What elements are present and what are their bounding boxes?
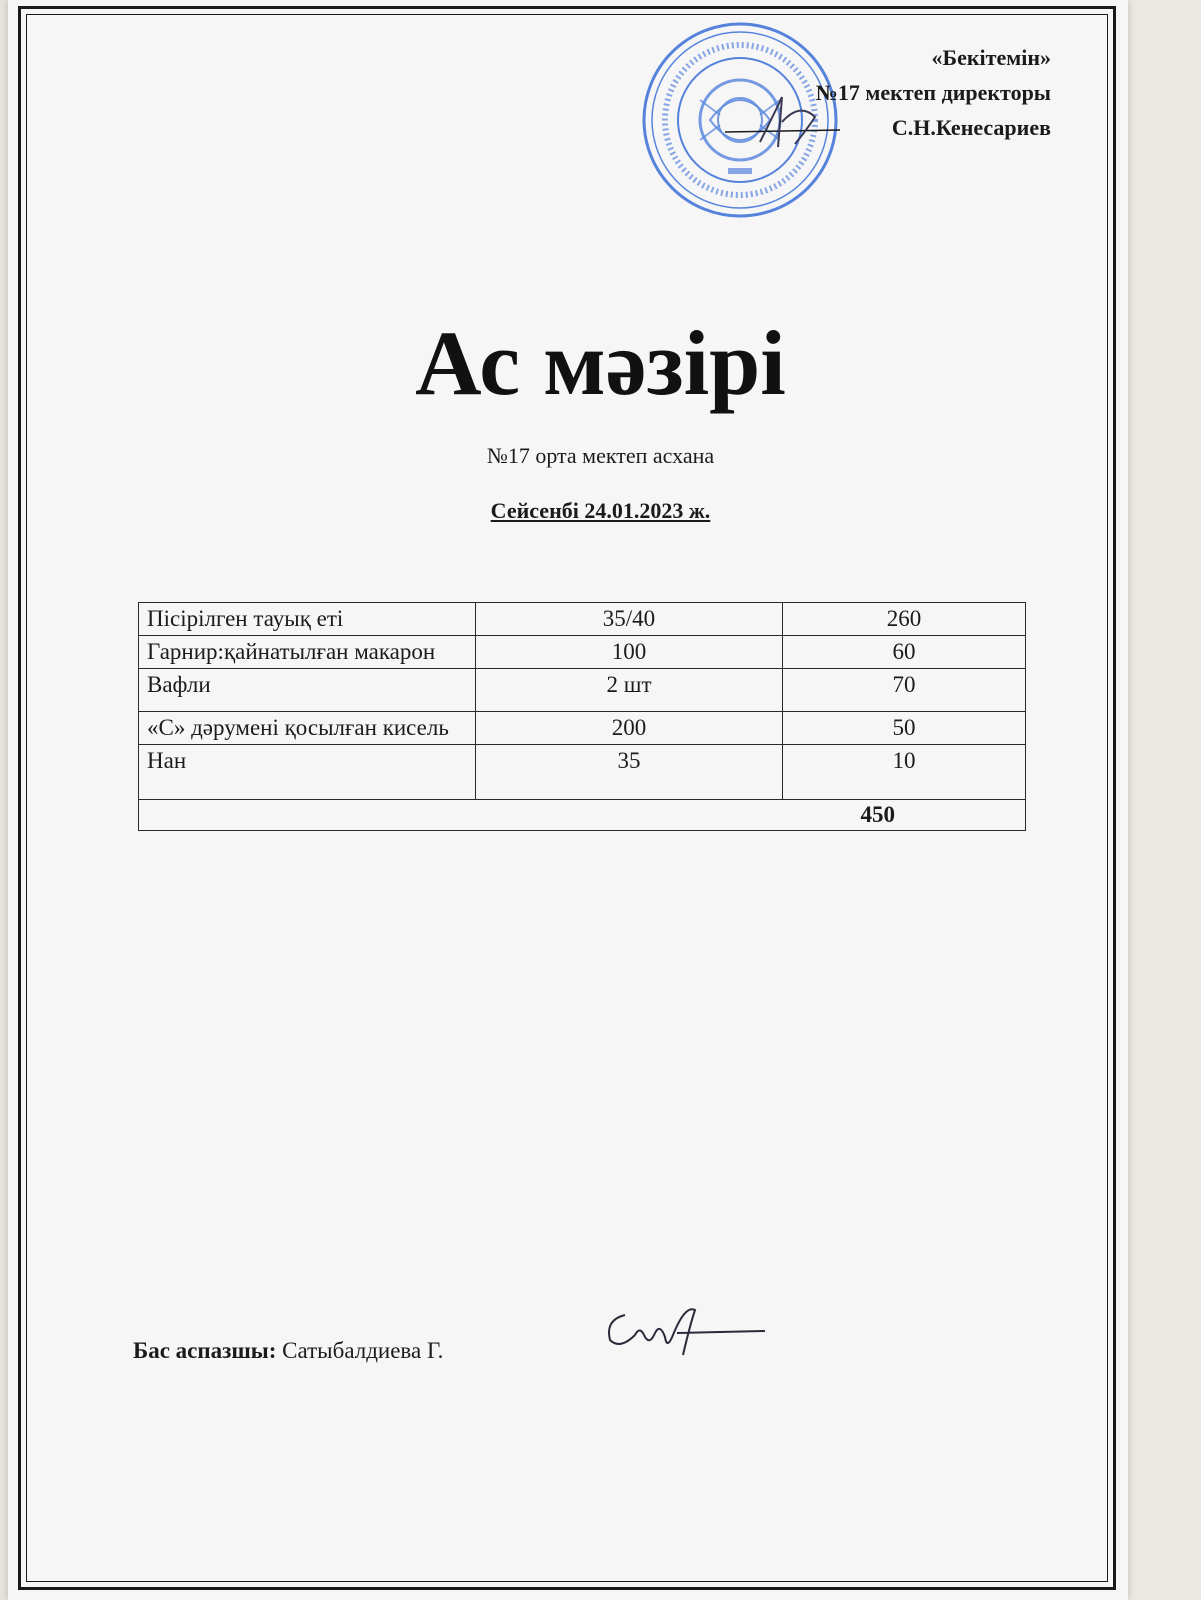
dish-portion: 35/40	[476, 603, 783, 636]
dish-calories: 260	[783, 603, 1026, 636]
dish-name: «С» дәрумені қосылған кисель	[139, 712, 476, 745]
table-total-row	[139, 800, 1026, 831]
chef-signature-icon	[595, 1295, 775, 1365]
dish-portion: 2 шт	[476, 669, 783, 712]
table-row	[139, 636, 1026, 669]
dish-calories: 50	[783, 712, 1026, 745]
table-row	[139, 669, 1026, 712]
total-calories: 450	[139, 800, 1026, 831]
approval-block	[816, 40, 1051, 145]
page-subtitle: №17 орта мектеп асхана	[486, 443, 715, 468]
approval-director-name: С.Н.Кенесариев	[891, 115, 1051, 140]
dish-portion: 35	[476, 745, 783, 800]
dish-calories: 70	[783, 669, 1026, 712]
table-row	[139, 603, 1026, 636]
approval-heading: «Бекітемін»	[931, 45, 1051, 70]
chef-name: Сатыбалдиева Г.	[282, 1338, 444, 1363]
dish-name: Пісірілген тауық еті	[139, 603, 476, 636]
dish-name: Гарнир:қайнатылған макарон	[139, 636, 476, 669]
dish-name: Нан	[139, 745, 476, 800]
chef-label: Бас аспазшы:	[133, 1338, 277, 1363]
dish-portion: 200	[476, 712, 783, 745]
dish-name: Вафли	[139, 669, 476, 712]
dish-portion: 100	[476, 636, 783, 669]
dish-calories: 60	[783, 636, 1026, 669]
chef-line	[133, 1338, 443, 1364]
dish-calories: 10	[783, 745, 1026, 800]
menu-date: Сейсенбі 24.01.2023 ж.	[490, 498, 711, 523]
menu-table	[138, 602, 1026, 831]
page-title: Ас мәзірі	[415, 312, 786, 414]
table-row	[139, 745, 1026, 800]
table-row	[139, 712, 1026, 745]
director-signature-icon	[720, 92, 840, 152]
approval-position: №17 мектеп директоры	[815, 80, 1051, 105]
